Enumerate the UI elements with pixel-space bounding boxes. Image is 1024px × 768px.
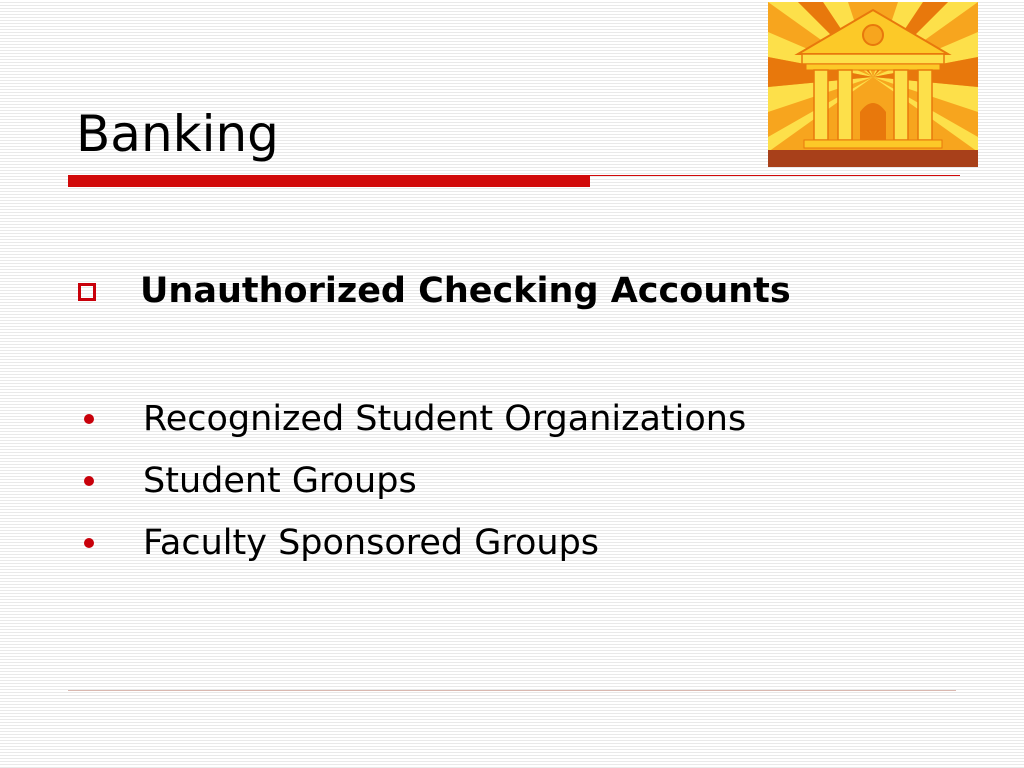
bullet-dot-icon (84, 538, 94, 548)
title-underline-thin (590, 175, 960, 176)
bullet-text: Recognized Student Organizations (143, 399, 747, 439)
bullet-list (78, 388, 746, 574)
list-item (78, 388, 746, 450)
list-item (78, 450, 746, 512)
heading-text: Unauthorized Checking Accounts (140, 271, 791, 311)
main-bullet (78, 266, 791, 316)
hollow-square-icon (78, 283, 96, 301)
bullet-text: Faculty Sponsored Groups (143, 523, 600, 563)
bullet-text: Student Groups (143, 461, 417, 501)
bank-building-icon (768, 2, 978, 167)
bullet-dot-icon (84, 414, 94, 424)
slide-title: Banking (76, 105, 279, 163)
list-item (78, 512, 746, 574)
footer-divider (68, 690, 956, 691)
title-underline-thick (68, 175, 590, 187)
bullet-dot-icon (84, 476, 94, 486)
